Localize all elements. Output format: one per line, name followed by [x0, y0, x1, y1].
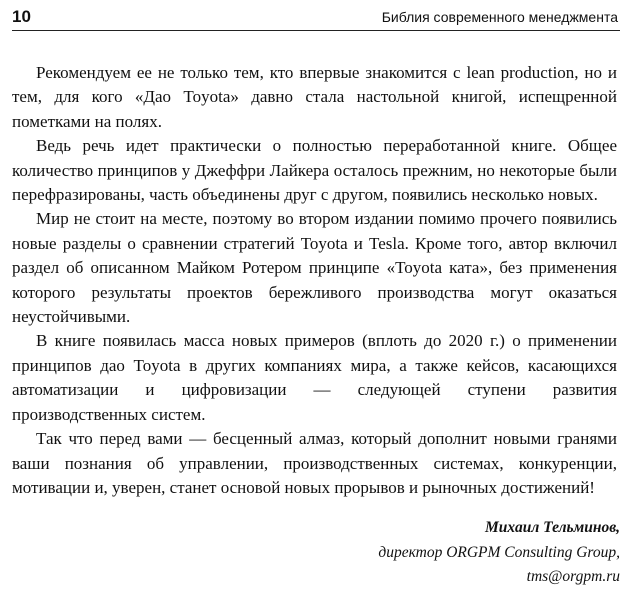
signature-name: Михаил Тельминов,	[485, 519, 620, 536]
signature-email: tms@orgpm.ru	[526, 568, 620, 585]
page-header	[12, 6, 620, 31]
paragraph: Ведь речь идет практически о полностью переработанной книге. Общее количество принципов у Джеффри Лайкера осталось прежним, но некоторые были перефразированы, часть объединены друг с другом, появились несколько новых.	[12, 136, 617, 205]
paragraph: Рекомендуем ее не только тем, кто впервые знакомится с lean production, но и тем, для кого «Дао Toyota» давно стала настольной книгой, испещренной пометками на полях.	[12, 63, 617, 131]
body-text	[12, 61, 617, 500]
signature-block	[220, 516, 620, 590]
paragraph: В книге появилась масса новых примеров (вплоть до 2020 г.) о применении принципов дао Toyota в других компаниях мира, а также кейсов, касающихся автоматизации и цифровизации — следующей ступени развития производственных систем.	[12, 331, 617, 424]
paragraph: Так что перед вами — бесценный алмаз, который дополнит новыми гранями ваши познания об управлении, производственных системах, конкуренции, мотивации и, уверен, станет основой новых прорывов и рыночных достижений!	[12, 429, 617, 497]
page-number: 10	[12, 7, 31, 26]
signature-position: директор ORGPM Consulting Group,	[378, 543, 620, 561]
running-title: Библия современного менеджмента	[381, 9, 618, 25]
paragraph: Мир не стоит на месте, поэтому во втором издании помимо прочего появились новые разделы о сравнении стратегий Toyota и Tesla. Кроме того, автор включил раздел об описанном Майком Ротером принципе «Toyota ката», без применения которого результаты проектов бережливого производства могут оказаться неустойчивыми.	[12, 209, 617, 327]
